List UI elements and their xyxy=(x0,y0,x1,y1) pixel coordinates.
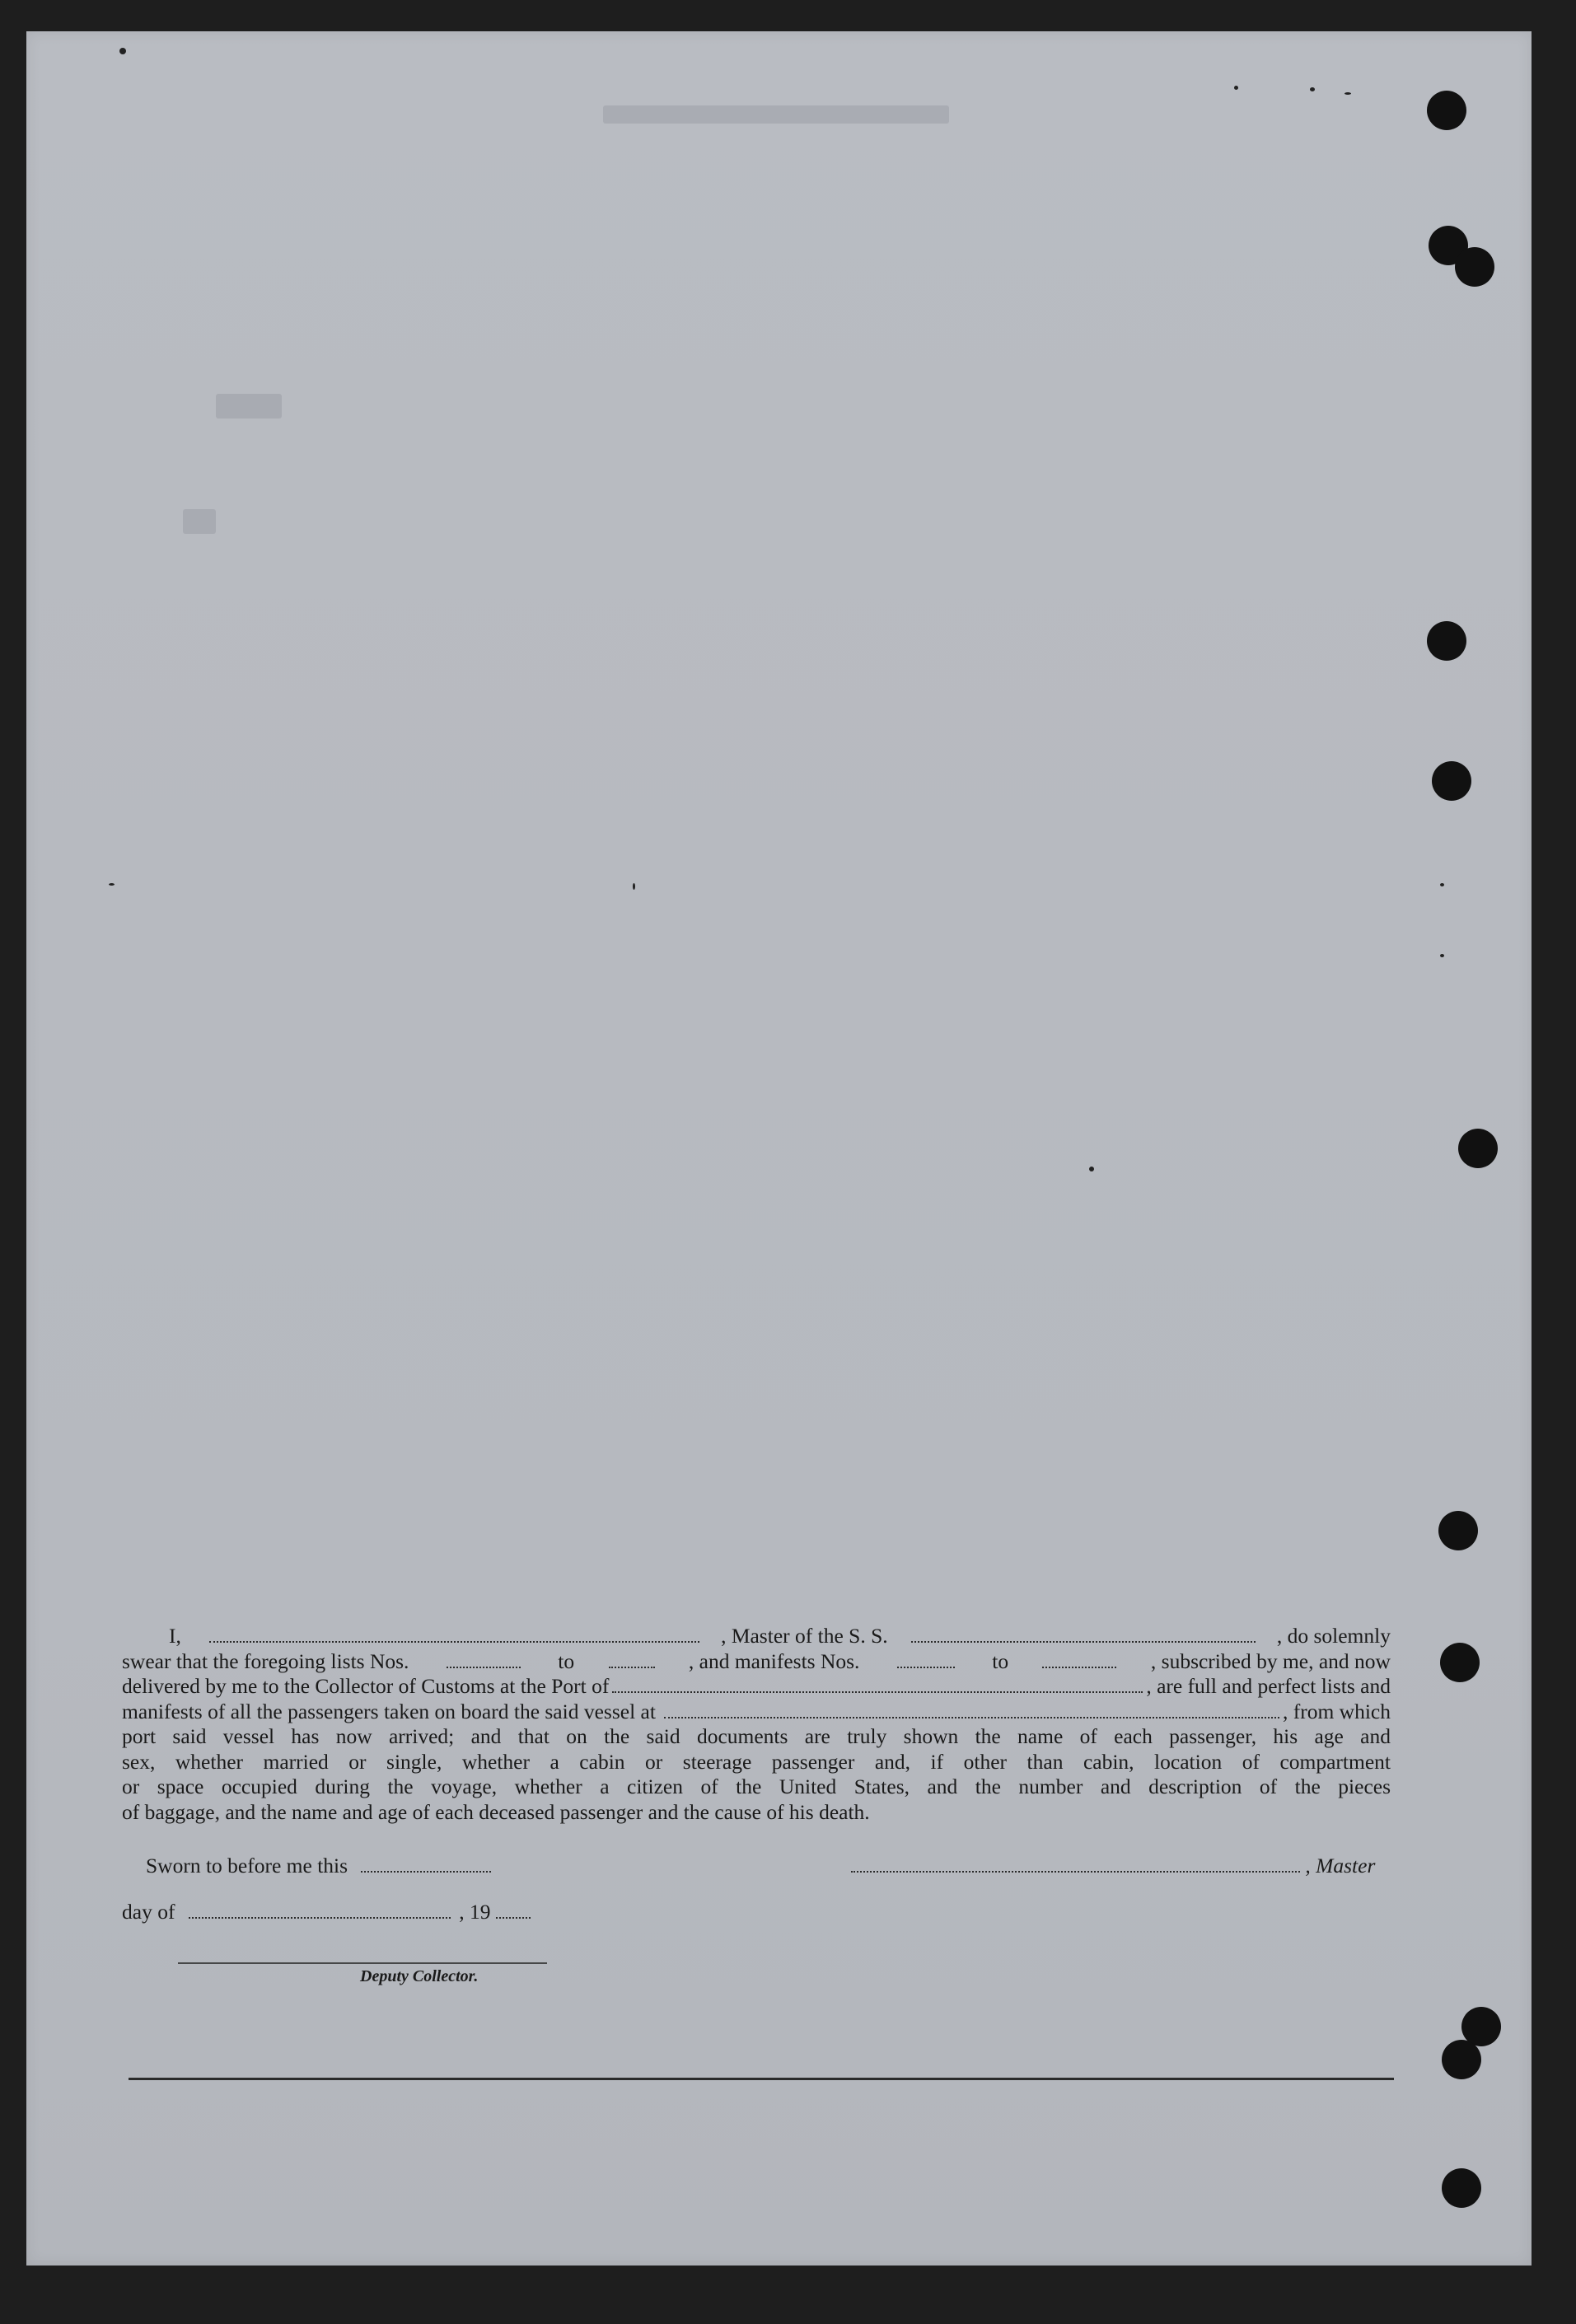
punch-hole xyxy=(1442,2040,1481,2079)
oath-line-8: of baggage, and the name and age of each deceased passenger and the cause of his death. xyxy=(122,1799,870,1824)
day-of-row: day of , 19 xyxy=(122,1900,531,1924)
bottom-rule xyxy=(129,2078,1394,2080)
oath-line-3: delivered by me to the Collector of Customs at the Port of , are full and perfect lists and xyxy=(122,1674,1391,1698)
month-blank xyxy=(189,1902,451,1919)
oath-line-1: I, , Master of the S. S. , do solemnly xyxy=(169,1624,1391,1648)
bleed-through-mark xyxy=(183,509,216,534)
dust-speck xyxy=(109,883,115,886)
oath-line-4: manifests of all the passengers taken on board the said vessel at , from which xyxy=(122,1699,1391,1723)
dust-speck xyxy=(1234,86,1238,90)
manifests-from-blank xyxy=(897,1652,955,1668)
master-signature-row: , Master xyxy=(851,1854,1375,1878)
dust-speck xyxy=(1440,883,1444,886)
punch-hole xyxy=(1427,91,1466,130)
lists-from-blank xyxy=(447,1652,521,1668)
punch-hole xyxy=(1438,1511,1478,1550)
punch-hole xyxy=(1432,761,1471,801)
deputy-collector-label: Deputy Collector. xyxy=(360,1967,479,1985)
port-blank xyxy=(612,1676,1143,1693)
dust-speck xyxy=(633,883,635,890)
oath-line-6: sex, whether married or single, whether a cabin or steerage passenger and, if other than cabin, location of compartment xyxy=(122,1749,1391,1774)
oath-line-7: or space occupied during the voyage, whether a citizen of the United States, and the number and description of the pieces xyxy=(122,1775,1391,1798)
dust-speck xyxy=(119,48,126,54)
departure-port-blank xyxy=(664,1702,1279,1718)
year-blank xyxy=(496,1902,531,1919)
document-page xyxy=(26,31,1532,2266)
master-name-blank xyxy=(209,1626,699,1643)
dust-speck xyxy=(1440,954,1444,957)
sworn-day-blank xyxy=(361,1856,491,1873)
punch-hole xyxy=(1442,2168,1481,2208)
lists-to-blank xyxy=(609,1652,655,1668)
sworn-row: Sworn to before me this xyxy=(146,1854,491,1878)
oath-paragraph xyxy=(122,1624,1391,1825)
manifests-to-blank xyxy=(1042,1652,1116,1668)
ship-name-blank xyxy=(911,1626,1256,1643)
bleed-through-mark xyxy=(216,394,282,419)
punch-hole xyxy=(1427,621,1466,661)
bleed-through-mark xyxy=(603,105,949,124)
dust-speck xyxy=(1089,1167,1094,1171)
dust-speck xyxy=(1345,92,1351,95)
oath-line-2: swear that the foregoing lists Nos. to , and manifests Nos. to , subscribed by me, and now xyxy=(122,1648,1391,1673)
punch-hole xyxy=(1440,1643,1480,1682)
oath-line-5: port said vessel has now arrived; and that on the said documents are truly shown the name of each passenger, his age and xyxy=(122,1724,1391,1748)
punch-hole xyxy=(1455,247,1494,287)
dust-speck xyxy=(1310,87,1315,91)
master-signature-blank xyxy=(851,1856,1300,1873)
deputy-signature-line xyxy=(178,1962,547,1964)
punch-hole xyxy=(1458,1129,1498,1168)
